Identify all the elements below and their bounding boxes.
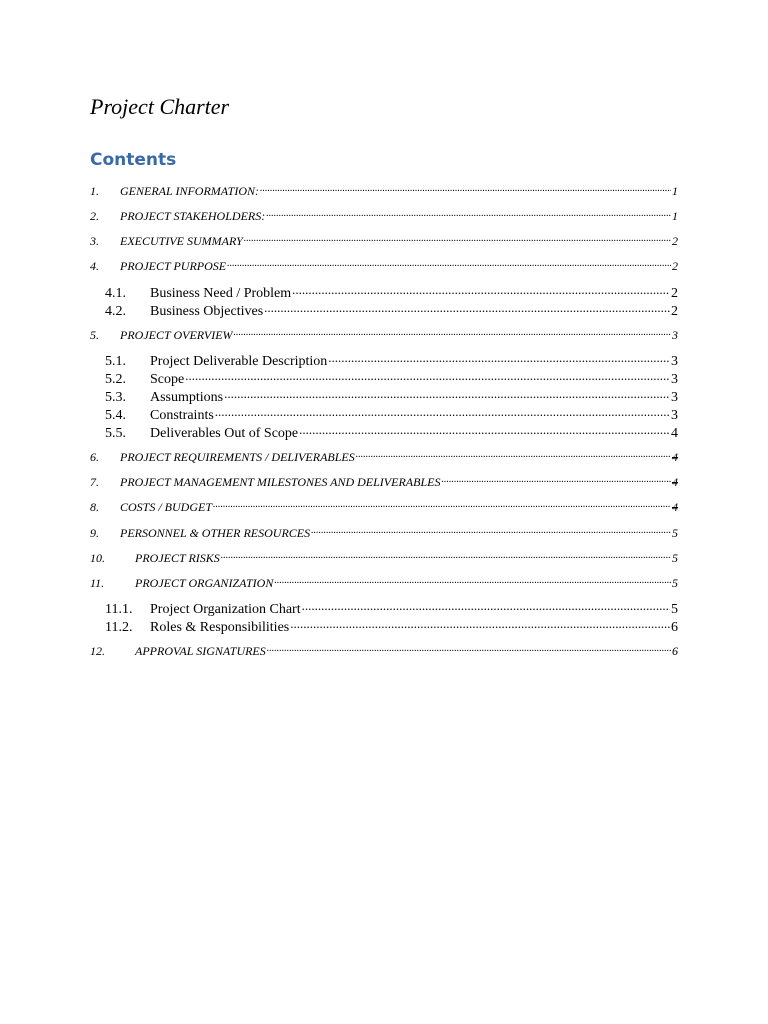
- toc-leader-dots: [302, 599, 670, 613]
- toc-entry-number: 8.: [90, 500, 99, 514]
- toc-entry-page: 3: [671, 408, 678, 423]
- toc-entry-number: 1.: [90, 184, 99, 198]
- toc-entry[interactable]: [90, 525, 678, 541]
- toc-entry-label: EXECUTIVE SUMMARY: [120, 234, 243, 248]
- toc-entry[interactable]: [90, 327, 678, 343]
- toc-entry-label: Assumptions: [150, 390, 224, 405]
- toc-entry-page: 2: [672, 234, 678, 248]
- toc-entry-label: GENERAL INFORMATION:: [120, 184, 259, 198]
- toc-entry-label: PROJECT REQUIREMENTS / DELIVERABLES: [120, 450, 355, 464]
- toc-leader-dots: [215, 405, 670, 419]
- toc-leader-dots: [441, 474, 671, 486]
- toc-subentry[interactable]: [90, 369, 678, 389]
- toc-subentry[interactable]: [90, 301, 678, 321]
- toc-entry-label: Project Organization Chart: [150, 602, 301, 617]
- toc-leader-dots: [274, 575, 671, 587]
- toc-leader-dots: [221, 550, 671, 562]
- toc-entry[interactable]: [90, 183, 678, 199]
- toc-entry-page: 5: [672, 551, 678, 565]
- toc-entry[interactable]: [90, 233, 678, 249]
- toc-entry[interactable]: [90, 208, 678, 224]
- toc-entry-number: 4.2.: [105, 304, 126, 319]
- toc-entry-label: PROJECT ORGANIZATION: [135, 576, 274, 590]
- toc-entry[interactable]: [90, 449, 678, 465]
- toc-entry-label: APPROVAL SIGNATURES: [135, 644, 266, 658]
- toc-entry-page: 4: [672, 450, 678, 464]
- toc-entry-label: PROJECT STAKEHOLDERS:: [120, 209, 266, 223]
- toc-entry-label: PERSONNEL & OTHER RESOURCES: [120, 526, 311, 540]
- toc-entry[interactable]: [90, 575, 678, 591]
- toc-subentry[interactable]: [90, 423, 678, 443]
- toc-entry[interactable]: [90, 474, 678, 490]
- toc-entry[interactable]: [90, 258, 678, 274]
- toc-entry-page: 6: [671, 620, 678, 635]
- toc-entry-label: Project Deliverable Description: [150, 354, 328, 369]
- toc-entry-number: 12.: [90, 644, 105, 658]
- toc-entry-number: 5.1.: [105, 354, 126, 369]
- toc-entry-page: 4: [672, 500, 678, 514]
- toc-subentry[interactable]: [90, 405, 678, 425]
- toc-entry-number: 2.: [90, 209, 99, 223]
- toc-entry-number: 5.: [90, 328, 99, 342]
- toc-leader-dots: [234, 327, 671, 339]
- toc-entry-label: Business Objectives: [150, 304, 264, 319]
- toc-entry-number: 5.3.: [105, 390, 126, 405]
- toc-entry-number: 11.: [90, 576, 105, 590]
- toc-entry[interactable]: [90, 550, 678, 566]
- toc-leader-dots: [260, 183, 671, 195]
- toc-entry-page: 3: [671, 390, 678, 405]
- toc-entry-label: Deliverables Out of Scope: [150, 426, 299, 441]
- toc-entry-page: 6: [672, 644, 678, 658]
- toc-leader-dots: [264, 301, 670, 315]
- toc-leader-dots: [267, 643, 671, 655]
- toc-entry-number: 5.5.: [105, 426, 126, 441]
- toc-entry-label: Scope: [150, 372, 185, 387]
- toc-entry-label: PROJECT MANAGEMENT MILESTONES AND DELIVERABLES: [120, 475, 441, 489]
- toc-leader-dots: [311, 525, 671, 537]
- toc-entry-label: PROJECT RISKS: [135, 551, 220, 565]
- toc-entry-number: 10.: [90, 551, 105, 565]
- toc-entry-number: 5.4.: [105, 408, 126, 423]
- toc-entry-number: 11.1.: [105, 602, 133, 617]
- toc-leader-dots: [328, 351, 670, 365]
- toc-entry-number: 6.: [90, 450, 99, 464]
- toc-leader-dots: [224, 387, 670, 401]
- toc-leader-dots: [356, 449, 671, 461]
- document-title: Project Charter: [90, 94, 230, 119]
- toc-leader-dots: [227, 258, 671, 270]
- toc-entry-number: 5.2.: [105, 372, 126, 387]
- toc-entry-page: 3: [671, 354, 678, 369]
- toc-entry-number: 3.: [90, 234, 99, 248]
- toc-leader-dots: [299, 423, 670, 437]
- toc-heading: Contents: [90, 150, 177, 170]
- toc-entry-page: 3: [671, 372, 678, 387]
- toc-entry-label: COSTS / BUDGET: [120, 500, 213, 514]
- toc-entry-page: 2: [672, 259, 678, 273]
- toc-entry-label: Constraints: [150, 408, 214, 423]
- toc-entry[interactable]: [90, 499, 678, 515]
- toc-entry-number: 7.: [90, 475, 99, 489]
- toc-entry-page: 2: [671, 304, 678, 319]
- toc-entry-label: PROJECT PURPOSE: [120, 259, 227, 273]
- toc-subentry[interactable]: [90, 617, 678, 637]
- toc-entry-number: 11.2.: [105, 620, 133, 635]
- toc-entry-label: Roles & Responsibilities: [150, 620, 290, 635]
- toc-entry-number: 4.1.: [105, 286, 126, 301]
- toc-leader-dots: [290, 617, 670, 631]
- toc-subentry[interactable]: [90, 351, 678, 371]
- toc-entry-number: 4.: [90, 259, 99, 273]
- toc-entry-page: 4: [672, 475, 678, 489]
- toc-entry-page: 2: [671, 286, 678, 301]
- toc-entry-page: 3: [672, 328, 678, 342]
- toc-entry[interactable]: [90, 643, 678, 659]
- toc-entry-page: 5: [671, 602, 678, 617]
- toc-subentry[interactable]: [90, 283, 678, 303]
- toc-entry-number: 9.: [90, 526, 99, 540]
- toc-entry-label: PROJECT OVERVIEW: [120, 328, 233, 342]
- toc-entry-page: 5: [672, 526, 678, 540]
- toc-leader-dots: [266, 208, 671, 220]
- toc-subentry[interactable]: [90, 387, 678, 407]
- toc-subentry[interactable]: [90, 599, 678, 619]
- toc-leader-dots: [244, 233, 671, 245]
- toc-entry-page: 4: [671, 426, 678, 441]
- toc-leader-dots: [185, 369, 670, 383]
- toc-entry-page: 5: [672, 576, 678, 590]
- toc-entry-page: 1: [672, 184, 678, 198]
- toc-entry-label: Business Need / Problem: [150, 286, 292, 301]
- toc-entry-page: 1: [672, 209, 678, 223]
- toc-leader-dots: [213, 499, 671, 511]
- toc-leader-dots: [292, 283, 670, 297]
